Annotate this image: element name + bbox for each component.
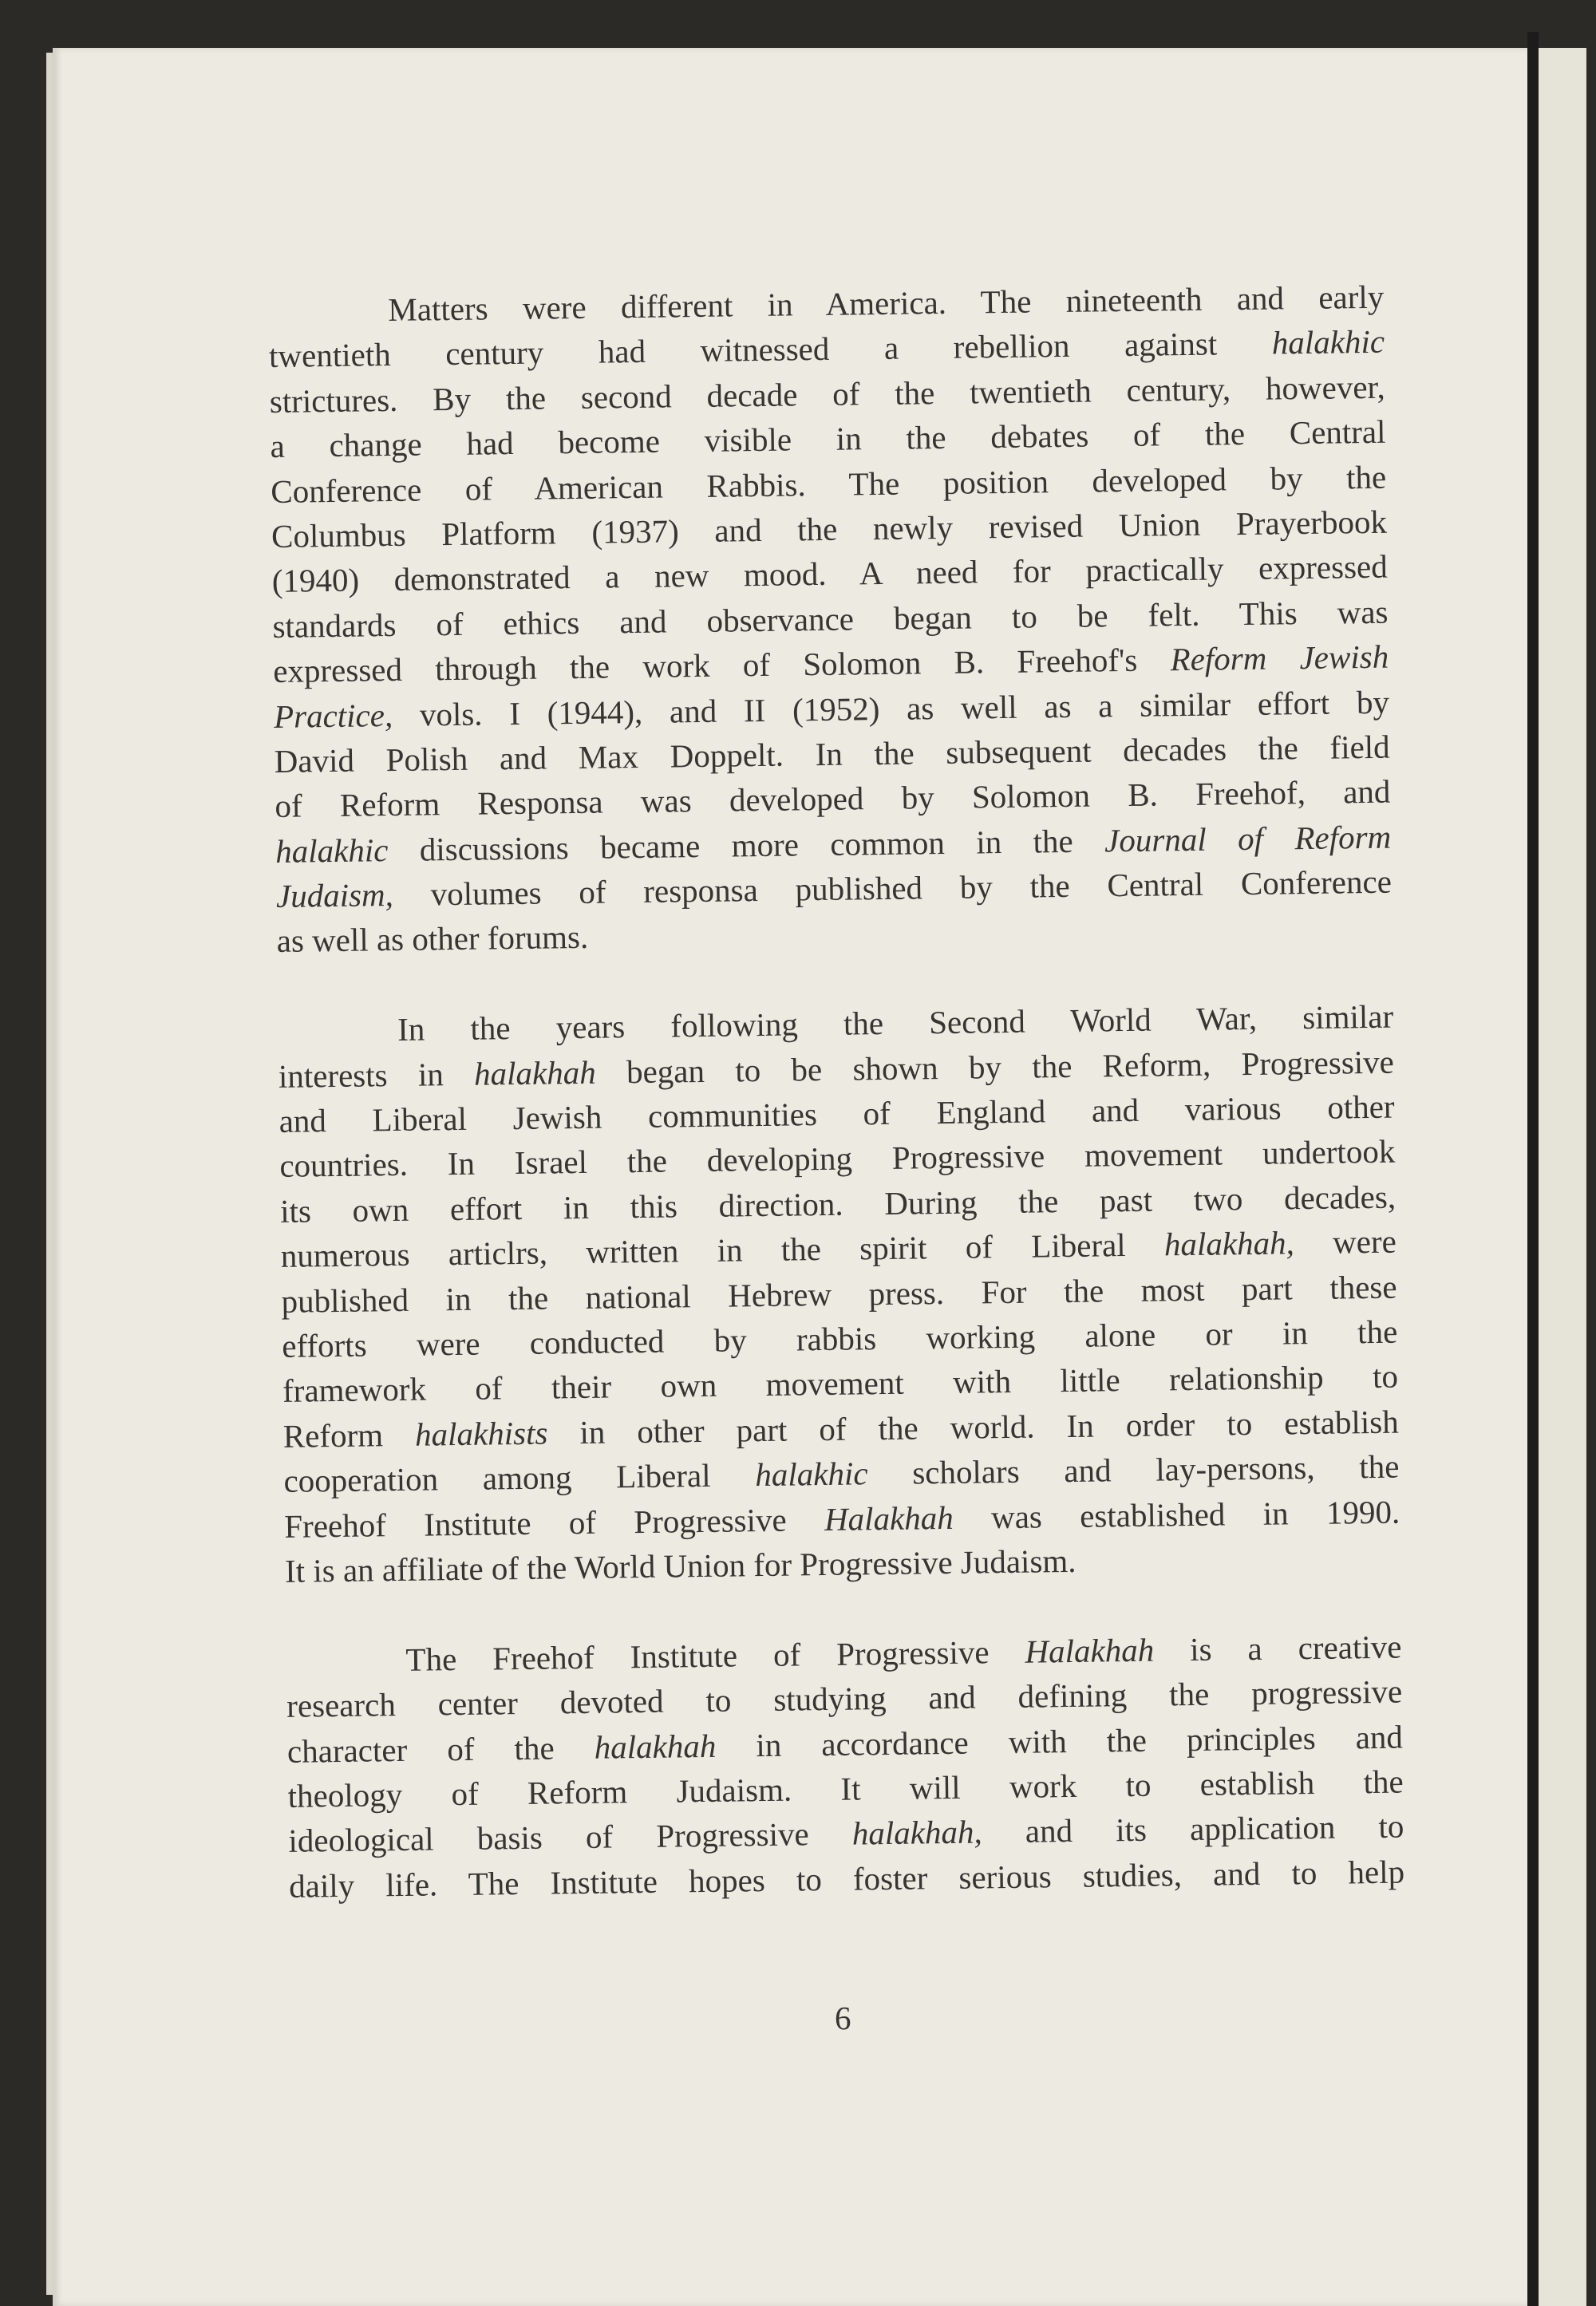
text-run: cooperation among Liberal [283, 1456, 756, 1500]
text-run: character of the [286, 1728, 595, 1770]
adjacent-page-edge [1539, 48, 1586, 2306]
italic-text: halakhists [414, 1414, 548, 1453]
paragraph [268, 274, 1393, 964]
italic-text: Practice, [273, 696, 393, 735]
text-run: theology of Reform Judaism. It will work to establish the [287, 1763, 1404, 1814]
paragraph [278, 994, 1400, 1593]
text-run: The Freehof Institute of Progressive [405, 1633, 1025, 1678]
text-run: It is an affiliate of the World Union for Progressive Judaism. [284, 1542, 1077, 1589]
italic-text: halakhah, [851, 1813, 982, 1852]
text-run: began to be shown by the Reform, Progressive [595, 1043, 1395, 1091]
italic-text: halakhic [1271, 323, 1385, 361]
italic-text: halakhah, [1163, 1224, 1295, 1263]
text-run: ideological basis of Progressive [288, 1814, 853, 1860]
text-run: twentieth century had witnessed a rebellion against [268, 324, 1273, 375]
text-run: a change had become visible in the debates of the Central [270, 413, 1386, 465]
text-run: scholars and lay-persons, the [867, 1447, 1400, 1492]
italic-text: halakhic [755, 1455, 868, 1494]
italic-text: Judaism, [275, 876, 394, 915]
text-run: strictures. By the second decade of the twentieth century, however, [269, 368, 1386, 420]
text-run: discussions became more common in the [388, 822, 1105, 868]
text-run: Conference of American Rabbis. The position developed by the [271, 458, 1387, 510]
text-run: were [1294, 1222, 1397, 1262]
text-run: is a creative [1153, 1628, 1402, 1668]
text-run: as well as other forums. [276, 918, 589, 960]
italic-text: halakhic [275, 831, 389, 870]
italic-text: halakhah [594, 1727, 717, 1766]
italic-text: Halakhah [1025, 1631, 1155, 1670]
paragraph [286, 1624, 1404, 1909]
text-run: volumes of responsa published by the Central Conference [393, 863, 1393, 914]
text-run: Matters were different in America. The nineteenth and early [388, 278, 1385, 329]
text-run: was established in 1990. [953, 1493, 1400, 1536]
text-run: efforts were conducted by rabbis working alone or in the [282, 1313, 1398, 1364]
italic-text: halakhah [473, 1053, 596, 1092]
text-run: Columbus Platform (1937) and the newly revised Union Prayerbook [271, 503, 1388, 555]
text-run: Freehof Institute of Progressive [283, 1500, 825, 1545]
italic-text: Journal of Reform [1104, 818, 1392, 859]
text-run: framework of their own movement with little relationship to [282, 1357, 1399, 1410]
text-run: daily life. The Institute hopes to foster serious studies, and to help [288, 1853, 1405, 1905]
text-run: expressed through the work of Solomon B. Freehof's [272, 641, 1171, 690]
text-run: of Reform Responsa was developed by Solomon B. Freehof, and [275, 772, 1391, 825]
text-run: in other part of the world. In order to establish [547, 1403, 1399, 1451]
text-run: In the years following the Second World War, similar [397, 997, 1394, 1048]
text-run: interests in [278, 1055, 475, 1095]
text-run: its own effort in this direction. During the past two decades, [279, 1178, 1396, 1230]
text-run: and Liberal Jewish communities of England and various other [279, 1088, 1395, 1139]
text-run: and its application to [982, 1807, 1404, 1850]
text-run: vols. I (1944), and II (1952) as well as a similar effort by [392, 683, 1390, 733]
italic-text: Halakhah [824, 1499, 954, 1538]
text-run: (1940) demonstrated a new mood. A need for practically expressed [271, 548, 1388, 600]
text-run: countries. In Israel the developing Progressive movement undertook [279, 1133, 1396, 1185]
text-run: standards of ethics and observance began to be felt. This was [272, 593, 1389, 645]
text-run: David Polish and Max Doppelt. In the subsequent decades the field [274, 728, 1390, 780]
text-run: numerous articlrs, written in the spirit of Liberal [280, 1226, 1165, 1275]
page-number: 6 [835, 2000, 851, 2036]
text-run: published in the national Hebrew press. For the most part these [281, 1268, 1397, 1320]
text-run: Reform [282, 1416, 416, 1455]
text-run: research center devoted to studying and defining the progressive [286, 1672, 1403, 1724]
book-gutter [1527, 32, 1539, 2306]
body-text [268, 274, 1404, 1909]
italic-text: Reform Jewish [1170, 638, 1389, 678]
text-run: in accordance with the principles and [715, 1718, 1404, 1764]
